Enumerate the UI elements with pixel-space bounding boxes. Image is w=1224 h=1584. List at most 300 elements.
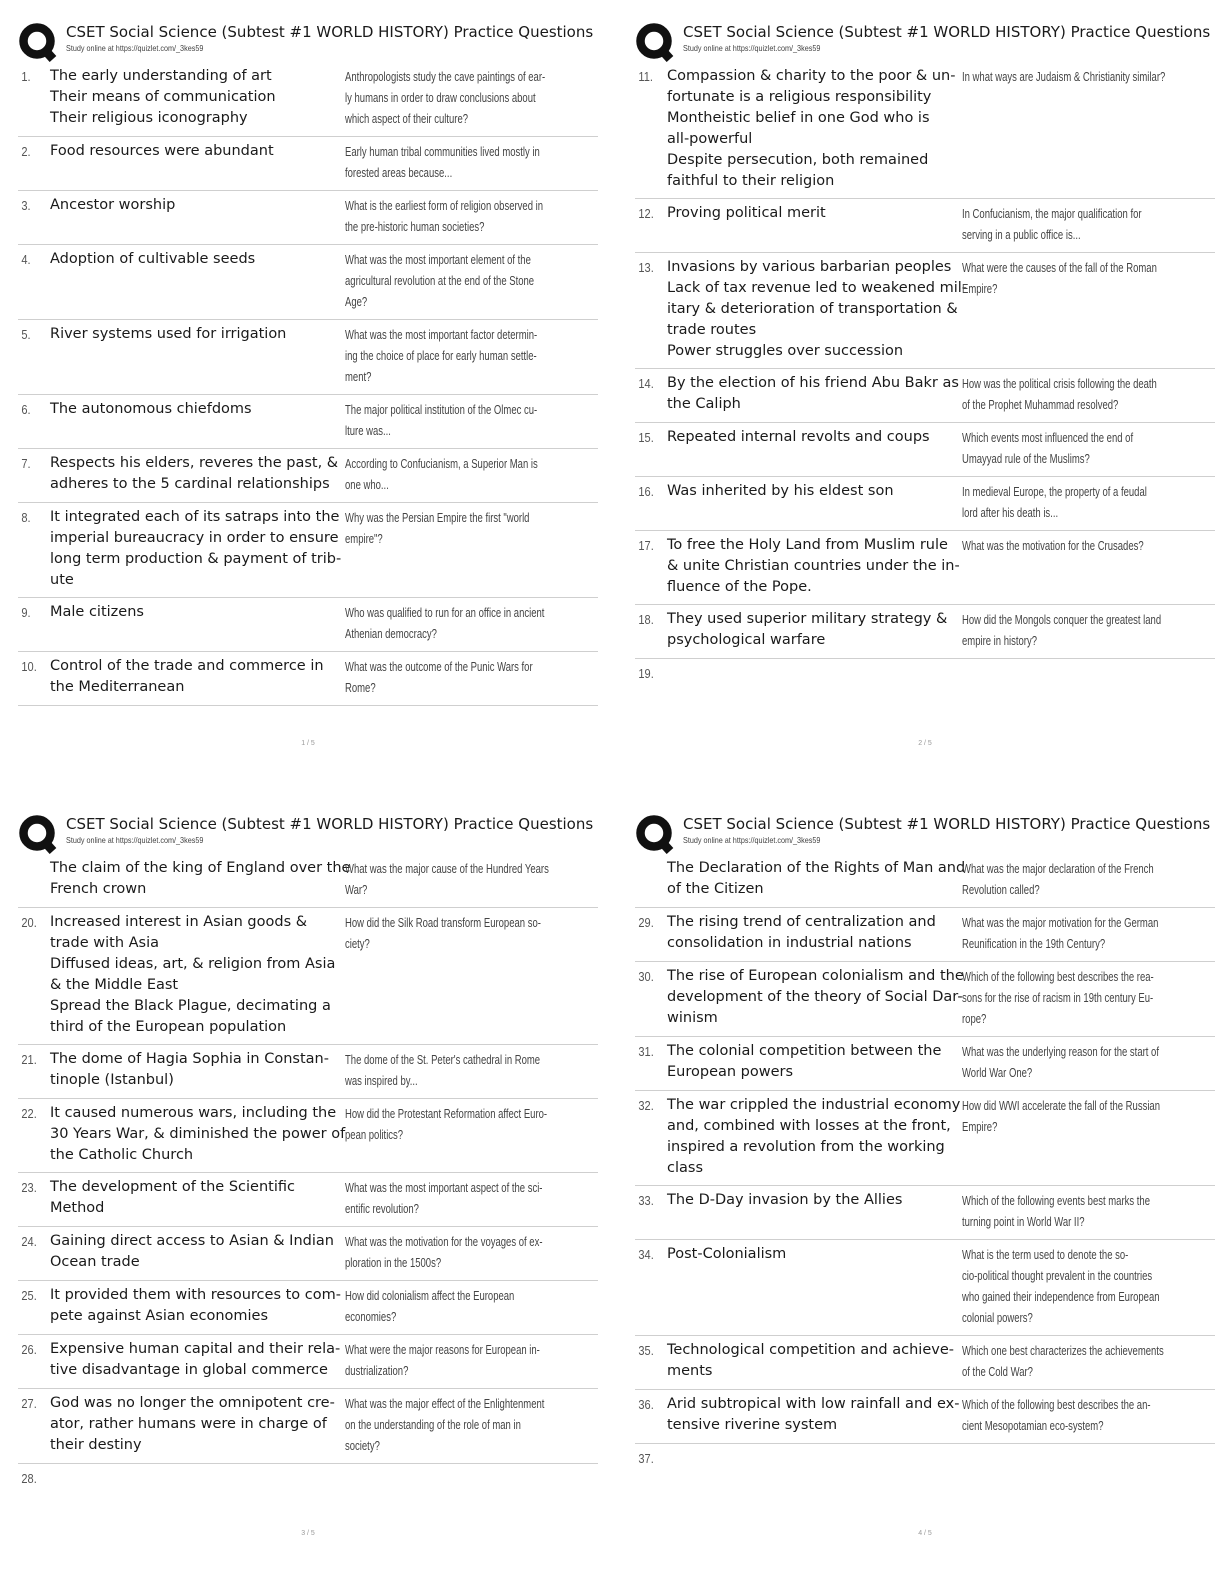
- term-line: long term production & payment of trib-: [50, 551, 342, 567]
- term-line: development of the theory of Social Dar-: [667, 989, 963, 1005]
- definition-line: of the Prophet Muhammad resolved?: [962, 398, 1119, 412]
- definition-line: cient Mesopotamian eco-system?: [962, 1419, 1104, 1433]
- term-line: The dome of Hagia Sophia in Constan-: [50, 1051, 329, 1067]
- definition-line: What was the major declaration of the French: [962, 862, 1154, 876]
- card-number: [635, 858, 662, 901]
- definition-line: dustrialization?: [345, 1364, 409, 1378]
- card-term: [667, 535, 960, 598]
- definition-line: the pre-historic human societies?: [345, 220, 485, 234]
- card-definition: [343, 399, 598, 442]
- flashcard-row: [635, 199, 1215, 253]
- card-number: 9.: [21, 605, 31, 620]
- term-line: & unite Christian countries under the in-: [667, 558, 960, 574]
- definition-line: economies?: [345, 1310, 397, 1324]
- term-line: Compassion & charity to the poor & un-: [667, 68, 956, 84]
- term-line: Invasions by various barbarian peoples: [667, 259, 952, 275]
- term-line: trade with Asia: [50, 935, 160, 951]
- card-number: 4.: [21, 252, 31, 267]
- term-line: third of the European population: [50, 1019, 287, 1035]
- term-line: fluence of the Pope.: [667, 579, 812, 595]
- flashcard-row: [18, 652, 598, 706]
- card-definition: [960, 1394, 1215, 1437]
- card-number: 25.: [21, 1288, 37, 1303]
- flashcard-row: [18, 1227, 598, 1281]
- card-number: 11.: [638, 69, 653, 84]
- card-definition: [343, 141, 598, 184]
- flashcard-row: [635, 1091, 1215, 1186]
- flashcard-row: [18, 449, 598, 503]
- card-definition: [960, 373, 1215, 416]
- flashcard-page-2: [635, 22, 1215, 747]
- card-term: [667, 912, 960, 955]
- definition-line: How did the Mongols conquer the greatest land: [962, 613, 1162, 627]
- definition-line: on the understanding of the role of man in: [345, 1418, 521, 1432]
- term-line: The claim of the king of England over the: [50, 860, 351, 876]
- term-line: Male citizens: [50, 604, 144, 620]
- card-term: [667, 427, 960, 470]
- term-line: Despite persecution, both remained: [667, 152, 929, 168]
- card-number: 3.: [21, 198, 31, 213]
- flashcard-row: [18, 1045, 598, 1099]
- card-definition: [960, 1340, 1215, 1383]
- definition-line: lord after his death is...: [962, 506, 1059, 520]
- quizlet-logo-icon: [635, 22, 675, 62]
- page-header: [635, 22, 1215, 62]
- card-definition: [960, 609, 1215, 652]
- card-term: [667, 203, 960, 246]
- flashcard-row: [18, 245, 598, 320]
- definition-line: Empire?: [962, 282, 998, 296]
- card-term: [667, 1448, 960, 1469]
- definition-line: In Confucianism, the major qualification for: [962, 207, 1142, 221]
- flashcard-row: [635, 253, 1215, 369]
- term-line: The Declaration of the Rights of Man and: [667, 860, 966, 876]
- definition-line: rope?: [962, 1012, 987, 1026]
- flashcard-row: [635, 423, 1215, 477]
- card-number: 27.: [21, 1396, 37, 1411]
- card-term: [667, 1190, 960, 1233]
- term-line: The rise of European colonialism and the: [667, 968, 964, 984]
- definition-line: According to Confucianism, a Superior Man is: [345, 457, 538, 471]
- flashcard-list: [635, 854, 1215, 1475]
- definition-line: Rome?: [345, 681, 376, 695]
- flashcard-row: [635, 1444, 1215, 1475]
- page-title: CSET Social Science (Subtest #1 WORLD HISTORY) Practice Questions: [66, 23, 594, 41]
- card-term: [50, 195, 343, 238]
- card-definition: [343, 1177, 598, 1220]
- definition-line: In medieval Europe, the property of a feudal: [962, 485, 1147, 499]
- term-line: adheres to the 5 cardinal relationships: [50, 476, 330, 492]
- flashcard-row: [18, 503, 598, 598]
- card-definition: [343, 195, 598, 238]
- term-line: The development of the Scientific: [50, 1179, 295, 1195]
- card-definition: [960, 66, 1215, 192]
- term-line: ator, rather humans were in charge of: [50, 1416, 327, 1432]
- term-line: and, combined with losses at the front,: [667, 1118, 951, 1134]
- flashcard-row: [635, 659, 1215, 690]
- card-term: [667, 66, 960, 192]
- term-line: Increased interest in Asian goods &: [50, 914, 308, 930]
- card-definition: [960, 858, 1215, 901]
- definition-line: colonial powers?: [962, 1311, 1033, 1325]
- flashcard-row: [18, 395, 598, 449]
- definition-line: What were the causes of the fall of the Roman: [962, 261, 1157, 275]
- card-definition: [343, 507, 598, 591]
- definition-line: Athenian democracy?: [345, 627, 437, 641]
- term-line: French crown: [50, 881, 147, 897]
- card-term: [667, 1394, 960, 1437]
- card-number: 7.: [21, 456, 31, 471]
- page-number: 4 / 5: [918, 1530, 932, 1537]
- term-line: ments: [667, 1363, 713, 1379]
- card-definition: [343, 1285, 598, 1328]
- definition-line: How did colonialism affect the European: [345, 1289, 515, 1303]
- definition-line: Which events most influenced the end of: [962, 431, 1134, 445]
- term-line: The rising trend of centralization and: [667, 914, 936, 930]
- definition-line: Reunification in the 19th Century?: [962, 937, 1106, 951]
- term-line: Ocean trade: [50, 1254, 140, 1270]
- card-number: 17.: [638, 538, 654, 553]
- card-definition: [343, 1339, 598, 1382]
- definition-line: Early human tribal communities lived mostly in: [345, 145, 540, 159]
- card-definition: [960, 1448, 1215, 1469]
- card-number: 13.: [638, 260, 654, 275]
- term-line: Respects his elders, reveres the past, &: [50, 455, 339, 471]
- flashcard-row: [635, 854, 1215, 908]
- card-term: [50, 507, 343, 591]
- definition-line: What was the most important aspect of the sci-: [345, 1181, 543, 1195]
- flashcard-row: [635, 369, 1215, 423]
- definition-line: What was the motivation for the voyages of ex-: [345, 1235, 543, 1249]
- study-online-link[interactable]: Study online at https://quizlet.com/_3kes59: [683, 835, 821, 845]
- term-line: the Caliph: [667, 396, 741, 412]
- term-line: European powers: [667, 1064, 794, 1080]
- card-term: [50, 1231, 343, 1274]
- card-term: [50, 1049, 343, 1092]
- card-term: [667, 373, 960, 416]
- card-definition: [343, 1468, 598, 1489]
- term-line: Spread the Black Plague, decimating a: [50, 998, 331, 1014]
- card-term: [50, 1285, 343, 1328]
- term-line: The early understanding of art: [50, 68, 272, 84]
- card-number: 30.: [638, 969, 654, 984]
- card-definition: [343, 912, 598, 1038]
- flashcard-row: [18, 598, 598, 652]
- flashcard-row: [18, 62, 598, 137]
- page-number: 1 / 5: [301, 740, 315, 747]
- page-number: 3 / 5: [301, 1530, 315, 1537]
- definition-line: who gained their independence from European: [962, 1290, 1160, 1304]
- term-line: Proving political merit: [667, 205, 826, 221]
- definition-line: Who was qualified to run for an office in ancient: [345, 606, 545, 620]
- definition-line: ing the choice of place for early human settle-: [345, 349, 537, 363]
- flashcard-row: [635, 605, 1215, 659]
- study-online-link[interactable]: Study online at https://quizlet.com/_3kes59: [683, 43, 821, 53]
- definition-line: How did the Protestant Reformation affect Euro-: [345, 1107, 548, 1121]
- flashcard-row: [635, 477, 1215, 531]
- flashcard-row: [18, 908, 598, 1045]
- term-line: itary & deterioration of transportation &: [667, 301, 958, 317]
- definition-line: ploration in the 1500s?: [345, 1256, 442, 1270]
- term-line: Technological competition and achieve-: [667, 1342, 954, 1358]
- term-line: Montheistic belief in one God who is: [667, 110, 930, 126]
- card-term: [50, 602, 343, 645]
- definition-line: Revolution called?: [962, 883, 1040, 897]
- flashcard-row: [18, 1464, 598, 1495]
- card-number: 18.: [638, 612, 654, 627]
- term-line: Diffused ideas, art, & religion from Asia: [50, 956, 336, 972]
- card-number: 14.: [638, 376, 654, 391]
- card-number: 34.: [638, 1247, 654, 1262]
- definition-line: of the Cold War?: [962, 1365, 1033, 1379]
- term-line: Arid subtropical with low rainfall and ex-: [667, 1396, 960, 1412]
- card-term: [50, 66, 343, 130]
- card-term: [50, 249, 343, 313]
- flashcard-row: [635, 531, 1215, 605]
- page-title: CSET Social Science (Subtest #1 WORLD HISTORY) Practice Questions: [66, 815, 594, 833]
- card-number: 21.: [21, 1052, 37, 1067]
- definition-line: Which of the following best describes the an-: [962, 1398, 1151, 1412]
- card-number: 26.: [21, 1342, 37, 1357]
- term-line: God was no longer the omnipotent cre-: [50, 1395, 335, 1411]
- term-line: Gaining direct access to Asian & Indian: [50, 1233, 334, 1249]
- card-term: [667, 858, 966, 901]
- flashcard-row: [18, 1099, 598, 1173]
- term-line: The D-Day invasion by the Allies: [667, 1192, 903, 1208]
- definition-line: forested areas because...: [345, 166, 453, 180]
- term-line: To free the Holy Land from Muslim rule: [667, 537, 948, 553]
- card-term: [50, 1468, 343, 1489]
- definition-line: turning point in World War II?: [962, 1215, 1085, 1229]
- flashcard-row: [635, 1037, 1215, 1091]
- card-number: 16.: [638, 484, 654, 499]
- definition-line: What is the term used to denote the so-: [962, 1248, 1129, 1262]
- definition-line: was inspired by...: [345, 1074, 418, 1088]
- card-number: 20.: [21, 915, 37, 930]
- card-term: [50, 1177, 343, 1220]
- definition-line: What is the earliest form of religion observed in: [345, 199, 544, 213]
- card-term: [667, 1340, 960, 1383]
- card-definition: [960, 1041, 1215, 1084]
- card-number: 32.: [638, 1098, 654, 1113]
- card-term: [667, 609, 960, 652]
- card-term: [667, 1244, 960, 1329]
- term-line: trade routes: [667, 322, 757, 338]
- definition-line: Which one best characterizes the achievements: [962, 1344, 1164, 1358]
- card-term: [50, 1103, 346, 1166]
- card-definition: [343, 602, 598, 645]
- definition-line: which aspect of their culture?: [345, 112, 469, 126]
- flashcard-row: [18, 320, 598, 395]
- term-line: Post-Colonialism: [667, 1246, 787, 1262]
- definition-line: sons for the rise of racism in 19th century Eu-: [962, 991, 1154, 1005]
- card-definition: [343, 249, 598, 313]
- card-number: 19.: [638, 666, 654, 681]
- definition-line: lture was...: [345, 424, 391, 438]
- card-definition: [960, 663, 1215, 684]
- card-definition: [960, 481, 1215, 524]
- card-definition: [960, 427, 1215, 470]
- card-definition: [960, 1095, 1215, 1179]
- term-line: inspired a revolution from the working: [667, 1139, 945, 1155]
- flashcard-list: [635, 62, 1215, 690]
- card-number: 5.: [21, 327, 31, 342]
- study-online-link[interactable]: Study online at https://quizlet.com/_3kes59: [66, 43, 204, 53]
- card-term: [667, 966, 964, 1030]
- flashcard-row: [18, 1281, 598, 1335]
- term-line: The colonial competition between the: [667, 1043, 942, 1059]
- card-term: [667, 663, 960, 684]
- card-term: [50, 324, 343, 388]
- card-number: 23.: [21, 1180, 37, 1195]
- definition-line: one who...: [345, 478, 389, 492]
- card-number: 10.: [21, 659, 37, 674]
- definition-line: ly humans in order to draw conclusions about: [345, 91, 536, 105]
- term-line: & the Middle East: [50, 977, 179, 993]
- term-line: Control of the trade and commerce in: [50, 658, 324, 674]
- term-line: It integrated each of its satraps into the: [50, 509, 340, 525]
- term-line: fortunate is a religious responsibility: [667, 89, 932, 105]
- definition-line: What was the outcome of the Punic Wars for: [345, 660, 533, 674]
- term-line: 30 Years War, & diminished the power of: [50, 1126, 346, 1142]
- definition-line: Which of the following events best marks the: [962, 1194, 1150, 1208]
- card-number: 6.: [21, 402, 31, 417]
- term-line: all-powerful: [667, 131, 753, 147]
- term-line: Lack of tax revenue led to weakened mil-: [667, 280, 967, 296]
- term-line: consolidation in industrial nations: [667, 935, 912, 951]
- card-number: 12.: [638, 206, 654, 221]
- definition-line: War?: [345, 883, 368, 897]
- flashcard-list: [18, 62, 598, 706]
- page-header: [18, 814, 598, 854]
- term-line: Power struggles over succession: [667, 343, 904, 359]
- card-term: [50, 453, 343, 496]
- definition-line: What was the major cause of the Hundred Years: [345, 862, 549, 876]
- quizlet-logo-icon: [635, 814, 675, 854]
- flashcard-row: [18, 1389, 598, 1464]
- term-line: faithful to their religion: [667, 173, 835, 189]
- flashcard-row: [18, 854, 598, 908]
- flashcard-row: [635, 1240, 1215, 1336]
- term-line: psychological warfare: [667, 632, 826, 648]
- term-line: It caused numerous wars, including the: [50, 1105, 337, 1121]
- term-line: tive disadvantage in global commerce: [50, 1362, 328, 1378]
- card-definition: [960, 257, 1215, 362]
- card-term: [50, 1339, 343, 1382]
- definition-line: World War One?: [962, 1066, 1033, 1080]
- card-term: [50, 141, 343, 184]
- flashcard-row: [635, 62, 1215, 199]
- term-line: the Catholic Church: [50, 1147, 194, 1163]
- definition-line: pean politics?: [345, 1128, 404, 1142]
- card-number: 36.: [638, 1397, 654, 1412]
- term-line: Method: [50, 1200, 105, 1216]
- card-definition: [343, 1049, 598, 1092]
- card-term: [667, 481, 960, 524]
- card-number: 33.: [638, 1193, 654, 1208]
- definition-line: ment?: [345, 370, 372, 384]
- term-line: Expensive human capital and their rela-: [50, 1341, 341, 1357]
- flashcard-row: [635, 908, 1215, 962]
- card-term: [667, 1041, 960, 1084]
- card-number: [18, 858, 45, 901]
- definition-line: How did WWI accelerate the fall of the Russian: [962, 1099, 1161, 1113]
- term-line: They used superior military strategy &: [667, 611, 948, 627]
- card-number: 31.: [638, 1044, 654, 1059]
- term-line: ute: [50, 572, 74, 588]
- card-number: 22.: [21, 1106, 37, 1121]
- card-number: 15.: [638, 430, 654, 445]
- term-line: their destiny: [50, 1437, 142, 1453]
- definition-line: entific revolution?: [345, 1202, 419, 1216]
- card-definition: [343, 453, 598, 496]
- card-definition: [960, 1190, 1215, 1233]
- definition-line: cio-political thought prevalent in the countries: [962, 1269, 1153, 1283]
- card-number: 35.: [638, 1343, 654, 1358]
- definition-line: What were the major reasons for European in-: [345, 1343, 540, 1357]
- card-number: 8.: [21, 510, 31, 525]
- card-term: [50, 399, 343, 442]
- card-term: [50, 912, 343, 1038]
- term-line: Ancestor worship: [50, 197, 176, 213]
- card-definition: [343, 858, 598, 901]
- card-number: 28.: [21, 1471, 37, 1486]
- term-line: the Mediterranean: [50, 679, 185, 695]
- card-term: [50, 656, 343, 699]
- definition-line: empire in history?: [962, 634, 1037, 648]
- definition-line: empire"?: [345, 532, 383, 546]
- page-header: [635, 814, 1215, 854]
- card-term: [50, 858, 351, 901]
- term-line: class: [667, 1160, 703, 1176]
- card-number: 37.: [638, 1451, 654, 1466]
- card-number: 2.: [21, 144, 31, 159]
- definition-line: What was the motivation for the Crusades?: [962, 539, 1144, 553]
- flashcard-row: [18, 1335, 598, 1389]
- card-term: [667, 257, 967, 362]
- flashcard-page-4: [635, 814, 1215, 1537]
- definition-line: Empire?: [962, 1120, 998, 1134]
- card-definition: [960, 203, 1215, 246]
- definition-line: Age?: [345, 295, 368, 309]
- card-definition: [960, 535, 1215, 598]
- card-definition: [343, 66, 598, 130]
- definition-line: In what ways are Judaism & Christianity similar?: [962, 70, 1166, 84]
- definition-line: What was the major effect of the Enlightenment: [345, 1397, 545, 1411]
- flashcard-row: [635, 1336, 1215, 1390]
- card-definition: [343, 1231, 598, 1274]
- card-term: [667, 1095, 960, 1179]
- term-line: River systems used for irrigation: [50, 326, 287, 342]
- card-definition: [343, 1103, 598, 1166]
- page-number: 2 / 5: [918, 740, 932, 747]
- definition-line: society?: [345, 1439, 380, 1453]
- definition-line: The dome of the St. Peter's cathedral in Rome: [345, 1053, 541, 1067]
- card-definition: [343, 324, 598, 388]
- card-definition: [960, 912, 1215, 955]
- flashcard-page-1: [18, 22, 598, 747]
- definition-line: Anthropologists study the cave paintings of ear-: [345, 70, 546, 84]
- flashcard-row: [18, 137, 598, 191]
- page-title: CSET Social Science (Subtest #1 WORLD HISTORY) Practice Questions: [683, 23, 1211, 41]
- quizlet-logo-icon: [18, 22, 58, 62]
- card-number: 24.: [21, 1234, 37, 1249]
- definition-line: serving in a public office is...: [962, 228, 1081, 242]
- flashcard-row: [18, 191, 598, 245]
- study-online-link[interactable]: Study online at https://quizlet.com/_3kes59: [66, 835, 204, 845]
- definition-line: Which of the following best describes the rea-: [962, 970, 1154, 984]
- quizlet-logo-icon: [18, 814, 58, 854]
